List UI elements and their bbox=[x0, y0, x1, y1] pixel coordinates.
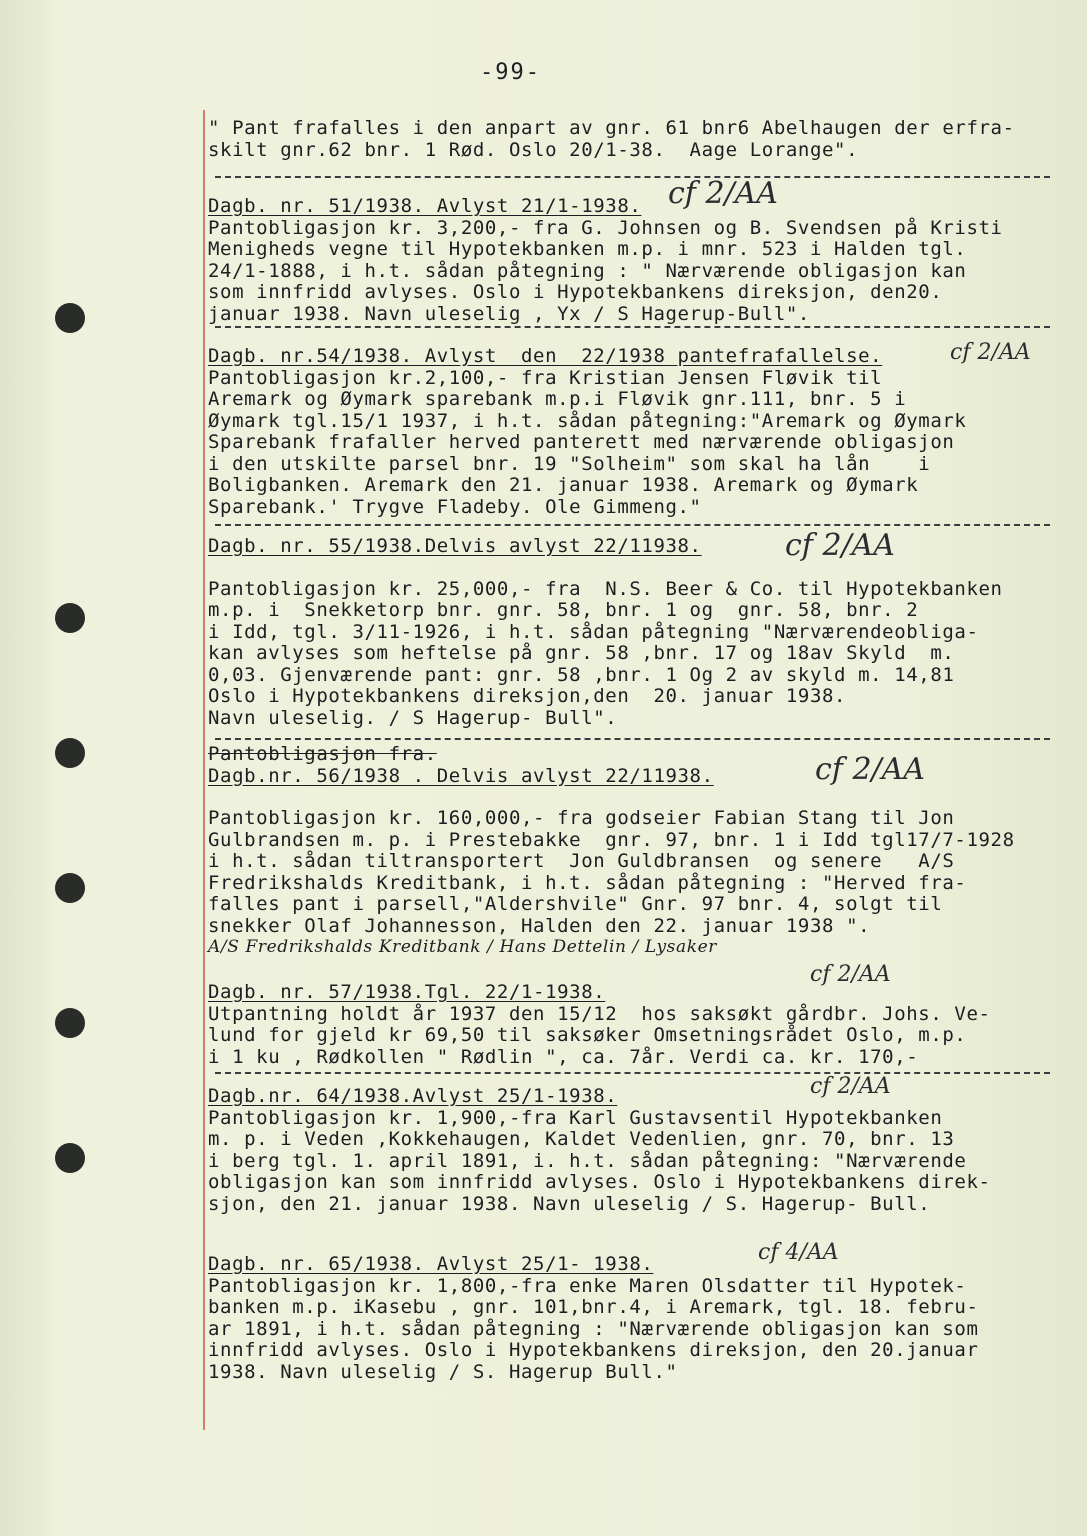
handwritten-mark: cf 2/AA bbox=[785, 528, 895, 563]
entry-line: 0,03. Gjenværende pant: gnr. 58 ,bnr. 1 Og 2 av skyld m. 14,81 bbox=[208, 663, 955, 686]
entry-line: Pantobligasjon kr. 1,900,-fra Karl Gustavsentil Hypotekbanken bbox=[208, 1106, 943, 1129]
binder-hole bbox=[55, 303, 85, 333]
entry-header: Dagb.nr. 64/1938.Avlyst 25/1-1938. bbox=[208, 1085, 618, 1107]
entry-line: kan avlyses som heftelse på gnr. 58 ,bnr. 17 og 18av Skyld m. bbox=[208, 642, 955, 664]
entry-intro bbox=[208, 118, 1068, 161]
entry-line: Pantobligasjon kr. 1,800,-fra enke Maren Olsdatter til Hypotek- bbox=[208, 1274, 967, 1297]
handwritten-signature: A/S Fredrikshalds Kreditbank / Hans Dettelin / Lysaker bbox=[208, 937, 718, 957]
separator bbox=[215, 738, 1050, 740]
handwritten-mark: cf 2/AA bbox=[810, 1074, 891, 1099]
entry-line: m. p. i Veden ,Kokkehaugen, Kaldet Vedenlien, gnr. 70, bnr. 13 bbox=[208, 1128, 955, 1150]
entry-line: Gulbrandsen m. p. i Prestebakke gnr. 97, bnr. 1 i Idd tgl17/7-1928 bbox=[208, 828, 1015, 851]
entry-55 bbox=[208, 536, 1068, 729]
entry-line: ar 1891, i h.t. sådan påtegning : "Nærværende obligasjon kan som bbox=[208, 1317, 979, 1340]
entry-line: innfridd avlyses. Oslo i Hypotekbankens direksjon, den 20.januar bbox=[208, 1339, 979, 1361]
separator bbox=[215, 1072, 1050, 1074]
entry-line: Menigheds vegne til Hypotekbanken m.p. i mnr. 523 i Halden tgl. bbox=[208, 238, 967, 260]
entry-line: 24/1-1888, i h.t. sådan påtegning : " Nærværende obligasjon kan bbox=[208, 259, 967, 282]
entry-line: som innfridd avlyses. Oslo i Hypotekbankens direksjon, den20. bbox=[208, 281, 943, 303]
entry-line: sjon, den 21. januar 1938. Navn uleselig / S. Hagerup- Bull. bbox=[208, 1192, 931, 1215]
entry-line: snekker Olaf Johannesson, Halden den 22. januar 1938 ". bbox=[208, 914, 871, 937]
entry-line: Utpantning holdt år 1937 den 15/12 hos saksøkt gårdbr. Johs. Ve- bbox=[208, 1002, 991, 1025]
entry-line: Oslo i Hypotekbankens direksjon,den 20. januar 1938. bbox=[208, 685, 847, 707]
entry-line: Øymark tgl.15/1 1937, i h.t. sådan påtegning:"Aremark og Øymark bbox=[208, 409, 967, 432]
entry-header: Dagb. nr. 65/1938. Avlyst 25/1- 1938. bbox=[208, 1253, 654, 1275]
entry-line: Boligbanken. Aremark den 21. januar 1938. Aremark og Øymark bbox=[208, 474, 919, 496]
page-number: -99- bbox=[480, 60, 541, 85]
handwritten-mark: cf 2/AA bbox=[810, 962, 891, 987]
binder-hole bbox=[55, 873, 85, 903]
entry-line: m.p. i Snekketorp bnr. gnr. 58, bnr. 1 og gnr. 58, bnr. 2 bbox=[208, 599, 919, 621]
entry-line: januar 1938. Navn uleselig , Yx / S Hagerup-Bull". bbox=[208, 302, 810, 325]
entry-65 bbox=[208, 1254, 1068, 1383]
entry-line: Sparebank.' Trygve Fladeby. Ole Gimmeng." bbox=[208, 495, 702, 518]
entry-header: Dagb.nr. 56/1938 . Delvis avlyst 22/11938. bbox=[208, 764, 714, 787]
entry-line: obligasjon kan som innfridd avlyses. Oslo i Hypotekbankens direk- bbox=[208, 1171, 991, 1193]
entry-line: i h.t. sådan tiltransportert Jon Guldbransen og senere A/S bbox=[208, 850, 955, 872]
binder-hole bbox=[55, 1008, 85, 1038]
margin-line bbox=[203, 110, 205, 1430]
handwritten-mark: cf 2/AA bbox=[668, 176, 778, 211]
entry-line: i berg tgl. 1. april 1891, i. h.t. sådan påtegning: "Nærværende bbox=[208, 1149, 967, 1172]
entry-line: Pantobligasjon kr. 3,200,- fra G. Johnsen og B. Svendsen på Kristi bbox=[208, 216, 1003, 239]
entry-header: Dagb. nr.54/1938. Avlyst den 22/1938 pantefrafallelse. bbox=[208, 345, 883, 367]
entry-line: Pantobligasjon kr.2,100,- fra Kristian Jensen Fløvik til bbox=[208, 366, 883, 389]
entry-header: Dagb. nr. 55/1938.Delvis avlyst 22/11938. bbox=[208, 535, 702, 557]
separator bbox=[215, 326, 1050, 328]
binder-hole bbox=[55, 603, 85, 633]
entry-line: 1938. Navn uleselig / S. Hagerup Bull." bbox=[208, 1360, 678, 1383]
separator bbox=[215, 176, 1050, 178]
binder-hole bbox=[55, 738, 85, 768]
entry-line: " Pant frafalles i den anpart av gnr. 61 bnr6 Abelhaugen der erfra- bbox=[208, 117, 1015, 139]
entry-64 bbox=[208, 1086, 1068, 1215]
entry-header: Dagb. nr. 57/1938.Tgl. 22/1-1938. bbox=[208, 981, 606, 1003]
entry-51 bbox=[208, 196, 1068, 325]
entry-line: Aremark og Øymark sparebank m.p.i Fløvik gnr.111, bnr. 5 i bbox=[208, 388, 907, 410]
blank-line bbox=[208, 558, 1068, 579]
entry-54 bbox=[208, 346, 1068, 518]
entry-line: lund for gjeld kr 69,50 til saksøker Omsetningsrådet Oslo, m.p. bbox=[208, 1024, 967, 1046]
entry-56 bbox=[208, 744, 1068, 959]
entry-line: Sparebank frafaller herved panterett med nærværende obligasjon bbox=[208, 431, 955, 453]
struck-header: Pantobligasjon fra. bbox=[208, 743, 437, 765]
entry-line: i Idd, tgl. 3/11-1926, i h.t. sådan påtegning "Nærværendeobliga- bbox=[208, 620, 979, 643]
entry-line: Fredrikshalds Kreditbank, i h.t. sådan påtegning : "Herved fra- bbox=[208, 871, 967, 894]
entry-line: i 1 ku , Rødkollen " Rødlin ", ca. 7år. Verdi ca. kr. 170,- bbox=[208, 1045, 919, 1068]
handwritten-mark: cf 2/AA bbox=[950, 340, 1031, 365]
entry-line: i den utskilte parsel bnr. 19 "Solheim" som skal ha lån i bbox=[208, 452, 931, 475]
binder-hole bbox=[55, 1143, 85, 1173]
entry-line: falles pant i parsell,"Aldershvile" Gnr. 97 bnr. 4, solgt til bbox=[208, 893, 943, 915]
entry-line: banken m.p. iKasebu , gnr. 101,bnr.4, i Aremark, tgl. 18. febru- bbox=[208, 1296, 979, 1318]
entry-line: Navn uleselig. / S Hagerup- Bull". bbox=[208, 706, 618, 729]
handwritten-mark: cf 2/AA bbox=[815, 752, 925, 787]
entry-57 bbox=[208, 982, 1068, 1068]
entry-line: skilt gnr.62 bnr. 1 Rød. Oslo 20/1-38. Aage Lorange". bbox=[208, 138, 859, 161]
entry-line: Pantobligasjon kr. 25,000,- fra N.S. Beer & Co. til Hypotekbanken bbox=[208, 577, 1003, 600]
blank-line bbox=[208, 787, 1068, 808]
handwritten-mark: cf 4/AA bbox=[758, 1240, 839, 1265]
entry-header: Dagb. nr. 51/1938. Avlyst 21/1-1938. bbox=[208, 195, 642, 217]
separator bbox=[215, 524, 1050, 526]
entry-line: Pantobligasjon kr. 160,000,- fra godseier Fabian Stang til Jon bbox=[208, 807, 955, 829]
